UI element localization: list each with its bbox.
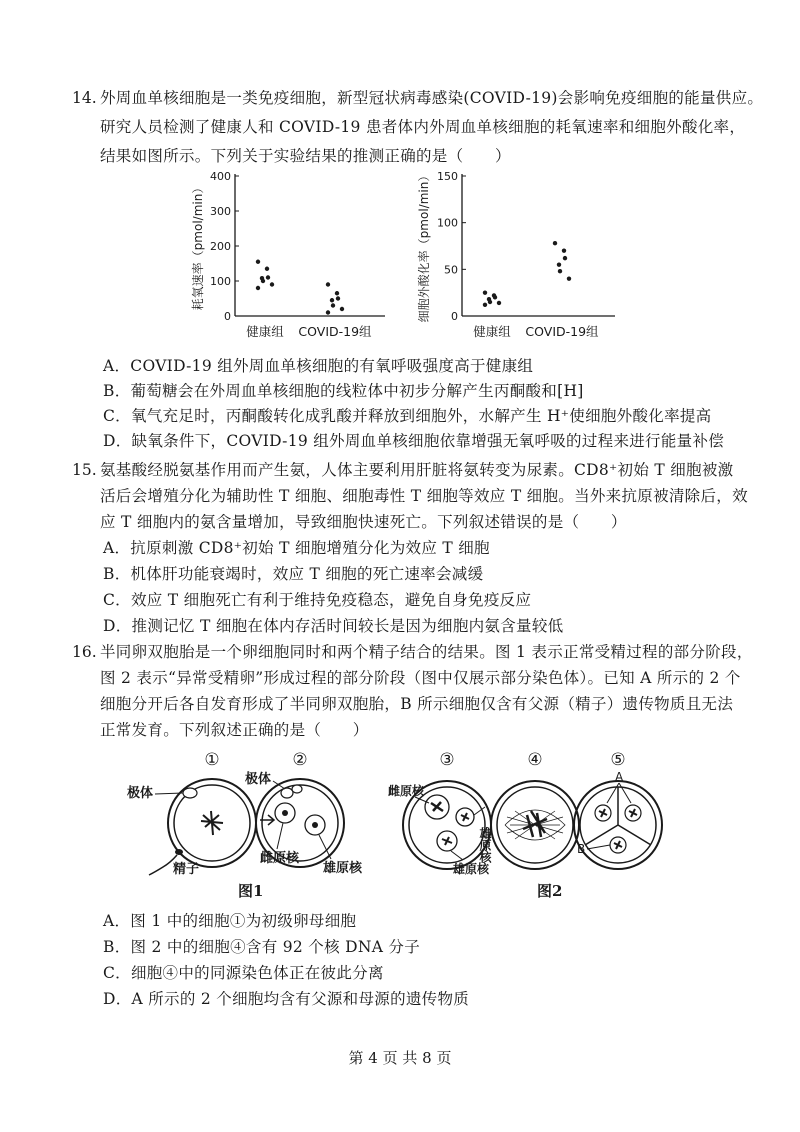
q14-stem-line-2: 研究人员检测了健康人和 COVID-19 患者体内外周血单核细胞的耗氧速率和细胞外酸化率， [100, 118, 746, 136]
cell-5 [574, 781, 662, 869]
fig1-label-polar-body: 极体 [127, 786, 154, 801]
chart-oxygen-consumption [180, 168, 390, 348]
c2-tick-label-0: 0 [451, 310, 458, 323]
chart1-points [256, 260, 344, 315]
c1-point-1-4 [331, 303, 335, 307]
c1-point-0-2 [266, 275, 270, 279]
c2-tick-label-150: 150 [437, 170, 458, 183]
q15-option-b: B．机体肝功能衰竭时，效应 T 细胞的死亡速率会减缓 [103, 565, 484, 583]
fig1-cell-number-1: ① [204, 750, 220, 770]
fig2-cell-number-3: ③ [439, 750, 455, 770]
fig2-label-a: A [615, 770, 624, 784]
chart1-category-labels [246, 324, 372, 339]
c2-tick-label-100: 100 [437, 216, 458, 230]
q14-number: 14. [72, 89, 97, 107]
q16-stem-line-3: 细胞分开后各自发育形成了半同卵双胞胎，B 所示细胞仅含有父源（精子）遗传物质且无法 [100, 695, 734, 713]
c2-point-1-0 [553, 241, 557, 245]
q16-option-a: A．图 1 中的细胞①为初级卵母细胞 [103, 912, 357, 930]
q16-option-c: C．细胞④中的同源染色体正在彼此分离 [103, 964, 384, 982]
c1-point-1-1 [335, 291, 339, 295]
c1-category-label-1: COVID-19组 [298, 324, 372, 339]
c2-category-label-1: COVID-19组 [525, 324, 599, 339]
q14-option-b: B．葡萄糖会在外周血单核细胞的线粒体中初步分解产生丙酮酸和[H] [103, 382, 584, 400]
q15-stem-line-3: 应 T 细胞内的氨含量增加，导致细胞快速死亡。下列叙述错误的是（ ） [100, 513, 627, 531]
fig1-label-female-pronucleus: 雌原核 [260, 851, 300, 866]
fig1-label-male-pronucleus: 雄原核 [323, 861, 363, 876]
q16-option-d: D．A 所示的 2 个细胞均含有父源和母源的遗传物质 [103, 990, 470, 1008]
c1-tick-label-400: 400 [210, 170, 231, 183]
q16-number: 16. [72, 643, 97, 661]
chart-acidification-rate [410, 168, 620, 348]
q16-stem-line-1: 半同卵双胞胎是一个卵细胞同时和两个精子结合的结果。图 1 表示正常受精过程的部分阶段， [100, 643, 753, 661]
c2-point-1-1 [562, 248, 566, 252]
q14-option-a: A．COVID-19 组外周血单核细胞的有氧呼吸强度高于健康组 [103, 357, 534, 375]
chart2-points [483, 241, 571, 307]
fig1-label-sperm: 精子 [173, 862, 200, 877]
q14-stem-line-1: 外周血单核细胞是一类免疫细胞，新型冠状病毒感染(COVID-19)会影响免疫细胞的能量供应。 [100, 89, 764, 107]
chart1-tick-labels [210, 170, 231, 323]
q15-option-c: C．效应 T 细胞死亡有利于维持免疫稳态，避免自身免疫反应 [103, 591, 532, 609]
c2-point-0-5 [497, 301, 501, 305]
q16-option-b: B．图 2 中的细胞④含有 92 个核 DNA 分子 [103, 938, 421, 956]
fig2-label-b: B [577, 842, 586, 856]
c1-point-0-4 [261, 279, 265, 283]
q14-stem-line-3: 结果如图所示。下列关于实验结果的推测正确的是（ ） [100, 147, 511, 165]
c1-point-1-2 [336, 296, 340, 300]
q14-option-c: C．氧气充足时，丙酮酸转化成乳酸并释放到细胞外，水解产生 H⁺使细胞外酸化率提高 [103, 407, 712, 425]
c1-point-1-0 [326, 282, 330, 286]
q15-stem-line-2: 活后会增殖分化为辅助性 T 细胞、细胞毒性 T 细胞等效应 T 细胞。当外来抗原被清除后，效 [100, 487, 748, 505]
q14-option-d: D．缺氧条件下，COVID-19 组外周血单核细胞依靠增强无氧呼吸的过程来进行能量补偿 [103, 432, 725, 450]
fig2-cell-number-5: ⑤ [610, 750, 626, 770]
c1-point-0-6 [256, 286, 260, 290]
c2-point-1-4 [558, 269, 562, 273]
c1-point-0-1 [265, 267, 269, 271]
c2-point-0-4 [488, 300, 492, 304]
chart2-category-labels [473, 324, 599, 339]
c2-point-1-5 [567, 276, 571, 280]
fig1-cell-number-2: ② [292, 750, 308, 770]
c2-point-1-2 [563, 256, 567, 260]
figure-2-abnormal-zygote [385, 745, 695, 880]
fig2-label-male-pronucleus-right: 雄原核 [478, 827, 492, 863]
q15-stem-line-1: 氨基酸经脱氨基作用而产生氨，人体主要利用肝脏将氨转变为尿素。CD8⁺初始 T 细胞被激 [100, 461, 734, 479]
c1-tick-label-200: 200 [210, 240, 231, 253]
fig1-label-polar-body-2: 极体 [245, 772, 272, 787]
fig2-label-male-pronucleus-bottom: 雄原核 [453, 862, 490, 876]
c1-tick-label-0: 0 [224, 310, 231, 323]
fig2-label-female-pronucleus: 雌原核 [388, 784, 425, 798]
c1-point-0-0 [256, 260, 260, 264]
c2-point-0-0 [483, 290, 487, 294]
q15-option-d: D．推测记忆 T 细胞在体内存活时间较长是因为细胞内氨含量较低 [103, 617, 564, 635]
cell-4 [491, 781, 579, 869]
c1-tick-label-100: 100 [210, 275, 231, 288]
c1-point-1-6 [326, 310, 330, 314]
chart1-axes [235, 174, 385, 316]
figure-1-caption: 图1 [238, 882, 264, 900]
fig2-cell-number-4: ④ [527, 750, 543, 770]
c2-category-label-0: 健康组 [473, 324, 511, 339]
q16-stem-line-2: 图 2 表示“异常受精卵”形成过程的部分阶段（图中仅展示部分染色体）。已知 A 所示的 2 个 [100, 669, 741, 687]
c2-point-0-2 [493, 295, 497, 299]
c2-point-1-3 [557, 262, 561, 266]
c1-point-1-5 [340, 307, 344, 311]
c1-point-1-3 [330, 298, 334, 302]
q15-option-a: A．抗原刺激 CD8⁺初始 T 细胞增殖分化为效应 T 细胞 [103, 539, 490, 557]
c2-tick-label-50: 50 [444, 263, 458, 277]
c1-category-label-0: 健康组 [246, 324, 284, 339]
chart2-tick-labels [437, 170, 458, 323]
chart1-ylabel: 耗氧速率（pmol/min） [191, 181, 205, 311]
q15-number: 15. [72, 461, 97, 479]
q16-stem-line-4: 正常发育。下列叙述正确的是（ ） [100, 721, 369, 739]
figure-2-caption: 图2 [537, 882, 563, 900]
c1-tick-label-300: 300 [210, 205, 231, 218]
c1-point-0-5 [270, 282, 274, 286]
c2-point-0-6 [483, 303, 487, 307]
page-footer: 第 4 页 共 8 页 [348, 1049, 452, 1067]
chart2-ylabel: 细胞外酸化率（pmol/min） [417, 169, 431, 323]
